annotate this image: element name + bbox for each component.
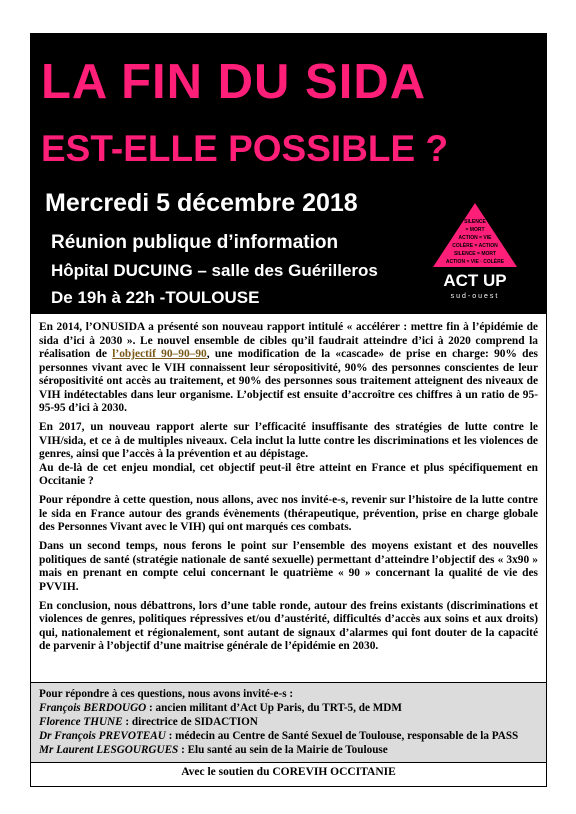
svg-text:COLÈRE = ACTION: COLÈRE = ACTION: [452, 243, 498, 249]
paragraph-3: Pour répondre à cette question, nous allons, avec nos invité-e-s, revenir sur l’histoire de la lutte contre le sida en France autour des grands évènements (thérapeutique, prévention, prise en charge globale des Personnes Vivant avec le VIH) qui ont marqués ces combats.: [39, 494, 538, 533]
guest-item: [39, 743, 539, 757]
guests-box: [31, 682, 546, 763]
title-line-2: EST-ELLE POSSIBLE ?: [41, 128, 449, 169]
guest-name: Florence THUNE: [39, 716, 123, 728]
paragraph-4: Dans un second temps, nous ferons le point sur l’ensemble des moyens existant et des nouvelles politiques de santé (stratégie nationale de santé sexuelle) permettant d’atteindre l’objectif des « 3x90 » mais en prenant en compte celui concernant le quatrième « 90 » concernant la qualité de vie des PVVIH.: [39, 540, 538, 593]
guest-item: [39, 729, 539, 743]
logo-subtitle: sud-ouest: [450, 293, 500, 300]
guest-role: : ancien militant d’Act Up Paris, du TRT-5, de MDM: [146, 702, 402, 714]
paragraph-1-text-a: En 2014, l’ONUSIDA a présenté son nouveau rapport intitulé « accélérer : mettre fin à l’épidémie de sida d’ici à 2030 ». Le nouvel ensemble de cibles qu’il faudrait atteindre d’ici à 2020 comprend la réalisation de: [39, 321, 538, 360]
guest-role: : médecin au Centre de Santé Sexuel de Toulouse, responsable de la PASS: [165, 730, 519, 742]
header-banner: [31, 34, 546, 314]
logo-name: ACT UP: [443, 271, 507, 290]
support-line: Avec le soutien du COREVIH OCCITANIE: [181, 766, 396, 778]
guests-list: [39, 687, 539, 757]
paragraph-5: En conclusion, nous débattrons, lors d’une table ronde, autour des freins existants (discriminations et violences de genres, politiques répressives et/ou d’austérité, difficultés d’accès aux soins et aux droits) qui, nationalement et régionalement, sont autant de signaux d’alarmes qui font douter de la capacité de parvenir à l’objectif d’une maitrise générale de l’épidémie en 2030.: [39, 599, 538, 652]
guest-name: Mr Laurent LESGOURGUES: [39, 744, 179, 756]
paragraph-1-text-b: , une modification de la «cascade» de prise en charge: 90% des personnes vivant avec le VIH connaissent leur séropositivité, 90% des personnes conscientes de leur séropositivité ont accès au traitement, et 90% des personnes sous traitement atteignent des niveaux de VIH indétectables dans leur organisme. L’objectif est ensuite d’accroître ces chiffres à un ratio de 95-95-95 d’ici à 2030.: [39, 348, 538, 414]
paragraph-1: [39, 321, 538, 416]
event-subtitle: Réunion publique d’information: [51, 232, 339, 253]
event-location: Hôpital DUCUING – salle des Guérilleros: [51, 261, 378, 280]
objectif-link[interactable]: l’objectif 90–90–90: [112, 348, 207, 360]
guests-intro: Pour répondre à ces questions, nous avons invité-e-s :: [39, 688, 294, 700]
svg-text:= MORT: = MORT: [465, 227, 485, 233]
guest-name: Dr François PREVOTEAU: [39, 730, 166, 742]
svg-text:SILENCE: SILENCE: [464, 219, 486, 225]
guest-role: : directrice de SIDACTION: [122, 716, 258, 728]
guest-role: : Elu santé au sein de la Mairie de Toulouse: [178, 744, 388, 756]
guest-item: [39, 701, 539, 715]
event-date: Mercredi 5 décembre 2018: [45, 189, 358, 217]
article-body: [39, 321, 538, 659]
paragraph-2-question: Au de-là de cet enjeu mondial, cet objectif peut-il être atteint en France et plus spécifiquement en Occitanie ?: [39, 461, 538, 487]
flyer: [30, 33, 547, 787]
guest-item: [39, 715, 539, 729]
svg-text:ACTION = VIE: ACTION = VIE: [458, 235, 492, 241]
paragraph-2: [39, 421, 538, 489]
svg-text:ACTION = VIE · COLÈRE: ACTION = VIE · COLÈRE: [445, 259, 505, 265]
event-time: De 19h à 22h -TOULOUSE: [51, 288, 260, 307]
svg-text:SILENCE = MORT: SILENCE = MORT: [453, 251, 497, 257]
paragraph-2-text: En 2017, un nouveau rapport alerte sur l’efficacité insuffisante des stratégies de lutte contre le VIH/sida, et ce à de multiples niveaux. Cela inclut la lutte contre les discriminations et les violences de genres, ainsi que l’accès à la prévention et au dépistage.: [39, 421, 538, 460]
guest-name: François BERDOUGO: [39, 702, 147, 714]
title-line-1: LA FIN DU SIDA: [41, 55, 427, 109]
